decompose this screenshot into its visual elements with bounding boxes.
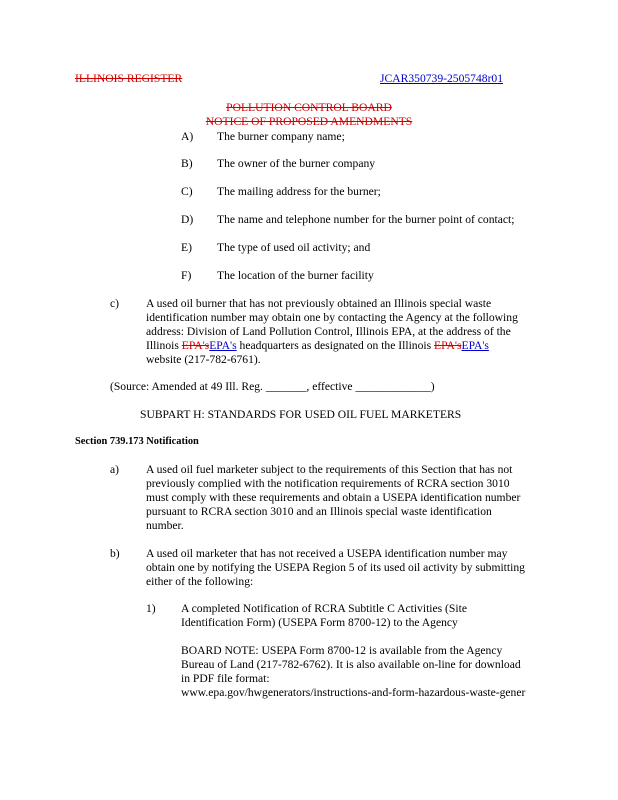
- register-header: ILLINOIS REGISTER: [75, 72, 183, 85]
- list-item-text: The name and telephone number for the burner point of contact;: [217, 213, 515, 226]
- paragraph-line: Identification Form) (USEPA Form 8700-12) to the Agency: [181, 616, 458, 629]
- paragraph-line: A completed Notification of RCRA Subtitle C Activities (Site: [181, 602, 467, 615]
- source-note: (Source: Amended at 49 Ill. Reg. _______, effective _____________): [110, 380, 435, 393]
- paragraph-line: number.: [146, 519, 184, 532]
- paragraph-a: [146, 463, 520, 533]
- document-id: JCAR350739-2505748r01: [380, 72, 504, 85]
- paragraph-line: A used oil burner that has not previously obtained an Illinois special waste: [146, 297, 492, 310]
- section-heading: Section 739.173 Notification: [75, 436, 199, 447]
- list-item-text: The location of the burner facility: [217, 269, 374, 282]
- list-item-text: The owner of the burner company: [217, 157, 376, 170]
- paragraph-line: previously complied with the notification requirements of RCRA section 3010: [146, 477, 510, 490]
- board-note: [181, 644, 525, 700]
- paragraph-c: [146, 297, 518, 367]
- paragraph-line: either of the following:: [146, 575, 254, 588]
- list-item-text: The burner company name;: [217, 130, 345, 143]
- paragraph-b: [146, 547, 525, 589]
- list-item-letter: F): [181, 269, 192, 282]
- paragraph-line: website (217-782-6761).: [146, 353, 261, 366]
- paragraph-line: BOARD NOTE: USEPA Form 8700-12 is available from the Agency: [181, 644, 503, 657]
- item-1-label: 1): [146, 602, 156, 615]
- paragraph-line: A used oil marketer that has not received a USEPA identification number may: [146, 547, 508, 560]
- list-item-text: The mailing address for the burner;: [217, 185, 381, 198]
- agency-header: POLLUTION CONTROL BOARD: [226, 101, 392, 114]
- paragraph-line: www.epa.gov/hwgenerators/instructions-and-form-hazardous-waste-gener: [181, 686, 526, 699]
- paragraph-line: Bureau of Land (217-782-6762). It is also available on-line for download: [181, 658, 521, 671]
- inserted-text: EPA's: [209, 339, 237, 352]
- paragraph-line: pursuant to RCRA section 3010 and an Illinois special waste identification: [146, 505, 492, 518]
- paragraph-line: Illinois EPA'sEPA's headquarters as designated on the Illinois EPA'sEPA's: [146, 339, 489, 352]
- paragraph-c-label: c): [110, 297, 120, 310]
- paragraph-a-label: a): [110, 463, 120, 476]
- item-1: [181, 602, 467, 630]
- paragraph-b-label: b): [110, 547, 120, 560]
- paragraph-line: A used oil fuel marketer subject to the requirements of this Section that has not: [146, 463, 513, 476]
- list-item-letter: D): [181, 213, 194, 226]
- notice-header: NOTICE OF PROPOSED AMENDMENTS: [205, 115, 413, 128]
- deleted-text: EPA's: [434, 339, 462, 352]
- paragraph-line: in PDF file format:: [181, 672, 270, 685]
- list-item-letter: C): [181, 185, 193, 198]
- paragraph-line: obtain one by notifying the USEPA Region 5 of its used oil activity by submitting: [146, 561, 525, 574]
- paragraph-line: identification number may obtain one by contacting the Agency at the following: [146, 311, 518, 324]
- deleted-text: EPA's: [181, 339, 210, 352]
- list-item-letter: E): [181, 241, 192, 254]
- paragraph-line: address: Division of Land Pollution Control, Illinois EPA, at the address of the: [146, 325, 511, 338]
- list-item-letter: B): [181, 157, 193, 170]
- paragraph-line: must comply with these requirements and obtain a USEPA identification number: [146, 491, 521, 504]
- list-item-letter: A): [181, 130, 194, 143]
- list-item-text: The type of used oil activity; and: [217, 241, 371, 254]
- subpart-heading: SUBPART H: STANDARDS FOR USED OIL FUEL MARKETERS: [140, 408, 462, 421]
- inserted-text: EPA's: [461, 339, 489, 352]
